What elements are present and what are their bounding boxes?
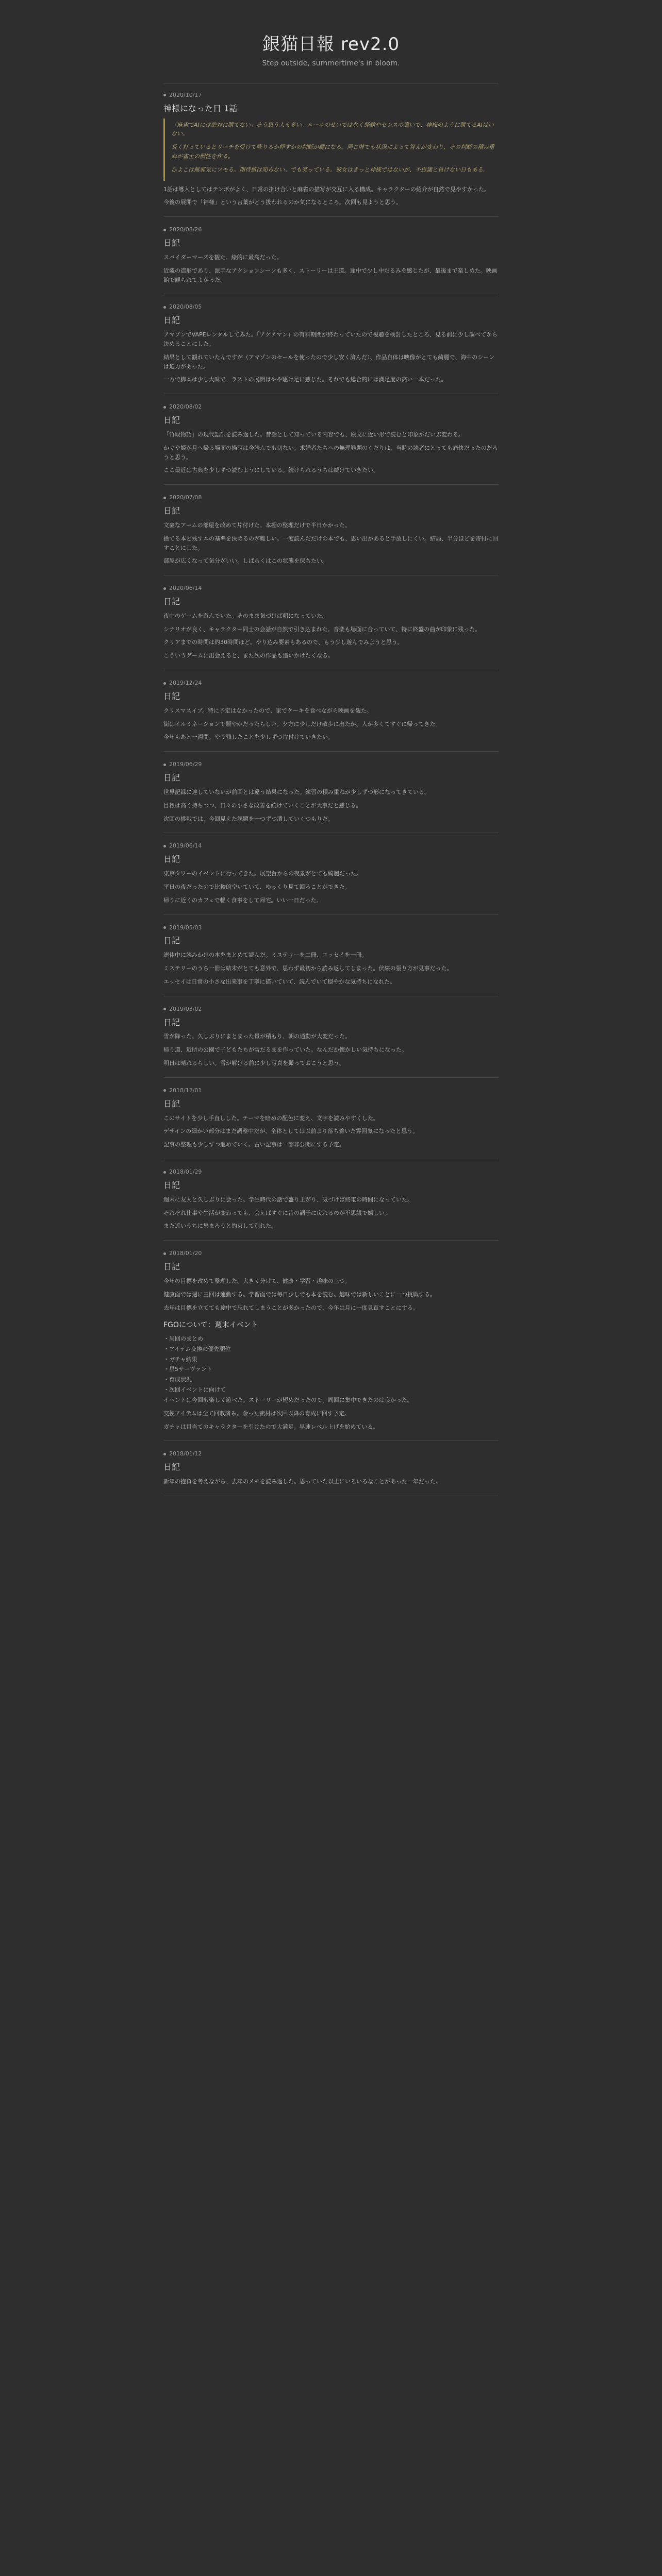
date-bullet-icon (163, 406, 166, 409)
list-item: ・育成状況 (163, 1376, 192, 1383)
post (163, 923, 499, 996)
site-subtitle: Step outside, summertime's in bloom. (262, 59, 400, 68)
post-paragraph: 雪が降った。久しぶりにまとまった量が積もり、朝の通勤が大変だった。 (163, 1033, 351, 1040)
post (163, 841, 499, 914)
post-paragraph: エッセイは日常の小さな出来事を丁寧に描いていて、読んでいて穏やかな気持ちになれた。 (163, 978, 396, 985)
post-list (163, 91, 499, 1496)
post (163, 1086, 499, 1159)
post-date: 2019/03/02 (163, 1005, 499, 1014)
post (163, 584, 499, 670)
post-paragraph: 世界記録に達していないが前回とは違う結果になった。練習の積み重ねが少しずつ形になってきている。 (163, 788, 430, 795)
post-paragraph: スパイダーマーズを観た。絵的に最高だった。 (163, 253, 283, 261)
post-body (163, 612, 499, 660)
post-body (163, 1195, 499, 1231)
post-body (163, 788, 499, 823)
post-paragraph: 街はイルミネーションで賑やかだったらしい。夕方に少しだけ散歩に出たが、人が多くてすぐに帰ってきた。 (163, 720, 441, 727)
post (163, 1167, 499, 1241)
post-date: 2018/12/01 (163, 1086, 499, 1095)
post-paragraph: 交換アイテムは全て回収済み。余った素材は次回以降の育成に回す予定。 (163, 1410, 351, 1417)
post-paragraph: 今年の目標を改めて整理した。大きく分けて、健康・学習・趣味の三つ。 (163, 1277, 351, 1284)
date-bullet-icon (163, 94, 166, 96)
post-title[interactable]: 日記 (163, 1180, 180, 1190)
post-paragraph: それぞれ仕事や生活が変わっても、会えばすぐに昔の調子に戻れるのが不思議で嬉しい。 (163, 1209, 390, 1216)
post-body (163, 869, 499, 905)
post-date: 2019/12/24 (163, 679, 499, 688)
post-paragraph: 今後の展開で「神様」という言葉がどう扱われるのか気になるところ。次回も見ようと思う。 (163, 199, 402, 206)
post-body (163, 118, 499, 208)
date-bullet-icon (163, 1089, 166, 1092)
post-title[interactable]: 日記 (163, 238, 180, 248)
post-paragraph: 去年は目標を立てても途中で忘れてしまうことが多かったので、今年は月に一度見直すことにする。 (163, 1304, 419, 1311)
post-body (163, 1277, 499, 1431)
post-date: 2018/01/12 (163, 1449, 499, 1459)
date-bullet-icon (163, 926, 166, 929)
post-date: 2020/10/17 (163, 91, 499, 100)
post-title[interactable]: 日記 (163, 936, 180, 946)
date-bullet-icon (163, 306, 166, 309)
date-bullet-icon (163, 764, 166, 766)
post-title[interactable]: 日記 (163, 315, 180, 326)
quote-paragraph: 「麻雀でAIには絶対に勝てない」そう思う人も多い。ルールのせいではなく経験やセンスの違いで、神様のように勝てるAIはいない。 (171, 121, 494, 138)
post-body (163, 1114, 499, 1149)
post-paragraph: 東京タワーのイベントに行ってきた。展望台からの夜景がとても綺麗だった。 (163, 870, 362, 877)
post-paragraph: 帰り道、近所の公園で子どもたちが雪だるまを作っていた。なんだか懐かしい気持ちになった。 (163, 1046, 407, 1054)
post-title[interactable]: 日記 (163, 1017, 180, 1027)
date-bullet-icon (163, 1008, 166, 1010)
post-date: 2019/05/03 (163, 923, 499, 933)
post-paragraph: 部屋が広くなって気分がいい。しばらくはこの状態を保ちたい。 (163, 557, 328, 565)
post-date: 2020/07/08 (163, 493, 499, 502)
post (163, 1449, 499, 1496)
post-paragraph: 今年もあと一週間。やり残したことを少しずつ片付けていきたい。 (163, 734, 334, 741)
post-title[interactable]: 日記 (163, 596, 180, 606)
post-date: 2020/08/02 (163, 402, 499, 412)
post-title[interactable]: 日記 (163, 415, 180, 426)
post-paragraph: シナリオが良く、キャラクター同士の会話が自然で引き込まれた。音楽も場面に合っていて、特に終盤の曲が印象に残った。 (163, 625, 481, 633)
post (163, 493, 499, 575)
page (163, 0, 499, 1496)
post-quote (163, 118, 499, 181)
post-paragraph: 近畿の造形であり、派手なアクションシーンも多く、ストーリーは王道。途中で少し中だるみを感じたが、最後まで楽しめた。映画館で観られてよかった。 (163, 267, 498, 283)
post-paragraph: 結果として観れていたんですが（アマゾンのセールを使ったので少し安く済んだ）、作品自体は映像がとても綺麗で、海中のシーンは迫力があった。 (163, 353, 495, 370)
post-title[interactable]: 日記 (163, 1262, 180, 1272)
post-title[interactable]: 日記 (163, 773, 180, 783)
post-paragraph: 新年の抱負を考えながら、去年のメモを読み返した。思っていた以上にいろいろなことがあった一年だった。 (163, 1478, 441, 1485)
post-date: 2020/08/05 (163, 302, 499, 312)
post-paragraph: 文豪なアームの部屋を改めて片付けた。本棚の整理だけで半日かかった。 (163, 521, 351, 529)
post-paragraph: また近いうちに集まろうと約束して別れた。 (163, 1223, 277, 1230)
post-paragraph: クリスマスイブ。特に予定はなかったので、家でケーキを食べながら映画を観た。 (163, 707, 372, 714)
post-paragraph: 健康面では週に三回は運動する。学習面では毎日少しでも本を読む。趣味では新しいことに一つ挑戦する。 (163, 1291, 436, 1298)
post-paragraph: イベントは今回も楽しく遊べた。ストーリーが短めだったので、周回に集中できたのは良かった。 (163, 1396, 413, 1403)
post-title[interactable]: 日記 (163, 854, 180, 865)
post-paragraph: アマゾンでVAPEレンタルしてみた。「アクアマン」の有料期間が終わっていたので視聴を検討したところ、見る前に少し調べてから決めることにした。 (163, 331, 498, 347)
post (163, 1005, 499, 1078)
post-paragraph: デザインの細かい部分はまだ調整中だが、全体としては以前より落ち着いた雰囲気になったと思う。 (163, 1128, 419, 1135)
post-title[interactable]: 日記 (163, 691, 180, 701)
date-bullet-icon (163, 1252, 166, 1255)
site-header (163, 33, 499, 70)
post-paragraph: 「竹取物語」の現代語訳を読み返した。昔話として知っている内容でも、原文に近い形で読むと印象がだいぶ変わる。 (163, 431, 464, 438)
post (163, 679, 499, 752)
post-paragraph: 記事の整理も少しずつ進めていく。古い記事は一部非公開にする予定。 (163, 1141, 345, 1148)
post-paragraph: 一方で脚本は少し大味で、ラストの展開はやや駆け足に感じた。それでも総合的には満足度の高い一本だった。 (163, 376, 447, 383)
post-paragraph: クリアまでの時間は約30時間ほど。やり込み要素もあるので、もう少し遊んでみようと思う。 (163, 639, 403, 646)
post (163, 760, 499, 833)
post (163, 225, 499, 294)
post-paragraph: 次回の挑戦では、今回見えた課題を一つずつ潰していくつもりだ。 (163, 815, 334, 822)
quote-paragraph: ひよこは無邪気にツモる。期待値は知らない。でも笑っている。彼女はきっと神様ではないが、不思議と負けない日もある。 (171, 166, 489, 173)
post-body (163, 706, 499, 742)
date-bullet-icon (163, 682, 166, 685)
post-title[interactable]: 神様になった日 1話 (163, 103, 238, 113)
post-paragraph: 連休中に読みかけの本をまとめて読んだ。ミステリーを二冊、エッセイを一冊。 (163, 952, 368, 959)
date-bullet-icon (163, 1453, 166, 1455)
date-bullet-icon (163, 587, 166, 590)
date-bullet-icon (163, 845, 166, 848)
post-title[interactable]: 日記 (163, 505, 180, 516)
post-body (163, 951, 499, 986)
post-body (163, 430, 499, 475)
site-title[interactable]: 銀猫日報 rev2.0 (262, 34, 400, 55)
list-item: ・アイテム交換の優先順位 (163, 1345, 231, 1352)
date-bullet-icon (163, 497, 166, 499)
post-date: 2018/01/20 (163, 1249, 499, 1258)
post-paragraph: 捨てる本と残す本の基準を決めるのが難しい。一度読んだだけの本でも、思い出があると手放しにくい。結局、半分ほどを寄付に回すことにした。 (163, 535, 498, 551)
post-body (163, 521, 499, 566)
post-title[interactable]: 日記 (163, 1462, 180, 1472)
post-paragraph: 平日の夜だったので比較的空いていて、ゆっくり見て回ることができた。 (163, 883, 351, 890)
post-paragraph: 週末に友人と久しぶりに会った。学生時代の話で盛り上がり、気づけば終電の時間になっていた。 (163, 1196, 413, 1203)
post-paragraph: ここ最近は古典を少しずつ読むようにしている。続けられるうちは続けていきたい。 (163, 467, 379, 474)
post-paragraph: このサイトを少し手直しした。テーマを暗めの配色に変え、文字を読みやすくした。 (163, 1114, 379, 1122)
post-body (163, 1477, 499, 1486)
post-date: 2018/01/29 (163, 1167, 499, 1177)
post-body (163, 1032, 499, 1067)
post-paragraph: 夜中のゲームを遊んでいた。そのまま気づけば朝になっていた。 (163, 612, 328, 619)
post-paragraph: 帰りに近くのカフェで軽く食事をして帰宅。いい一日だった。 (163, 896, 322, 904)
post-body (163, 330, 499, 384)
post (163, 91, 499, 217)
post (163, 1249, 499, 1441)
date-bullet-icon (163, 1171, 166, 1174)
post-date: 2020/08/26 (163, 225, 499, 234)
post-body (163, 253, 499, 284)
post (163, 402, 499, 485)
list-item: ・周回のまとめ (163, 1335, 203, 1343)
post-date: 2019/06/29 (163, 760, 499, 769)
post-paragraph: かぐや姫が月へ帰る場面の描写は今読んでも切ない。求婚者たちへの無理難題のくだりは、当時の読者にとっても痛快だったのだろうと思う。 (163, 444, 498, 461)
post-date: 2019/06/14 (163, 841, 499, 851)
quote-paragraph: 長く打っているとリーチを受けて降りるか押すかの判断が鍵になる。同じ牌でも状況によって答えが変わり、その判断の積み重ねが雀士の個性を作る。 (171, 144, 494, 160)
post-paragraph: 目標は高く持ちつつ、日々の小さな改善を続けていくことが大事だと感じる。 (163, 802, 362, 809)
list-item: ・ガチャ結果 (163, 1355, 197, 1363)
post-paragraph: こういうゲームに出会えると、また次の作品も追いかけたくなる。 (163, 652, 334, 659)
post-paragraph: 1話は導入としてはテンポがよく、日常の掛け合いと麻雀の描写が交互に入る構成。キャラクターの紹介が自然で見やすかった。 (163, 185, 490, 193)
list-item: ・星5サーヴァント (163, 1366, 212, 1373)
post-paragraph: ガチャは目当てのキャラクターを引けたので大満足。早速レベル上げを始めている。 (163, 1423, 379, 1430)
date-bullet-icon (163, 229, 166, 231)
list-item: ・次回イベントに向けて (163, 1386, 226, 1394)
post-subheading: FGOについて：週末イベント (163, 1321, 258, 1330)
post (163, 302, 499, 394)
post-title[interactable]: 日記 (163, 1098, 180, 1109)
post-paragraph: ミステリーのうち一冊は結末がとても意外で、思わず最初から読み返してしまった。伏線の張り方が見事だった。 (163, 965, 453, 972)
post-date: 2020/06/14 (163, 584, 499, 593)
post-paragraph: 明日は晴れるらしい。雪が解ける前に少し写真を撮っておこうと思う。 (163, 1060, 345, 1067)
